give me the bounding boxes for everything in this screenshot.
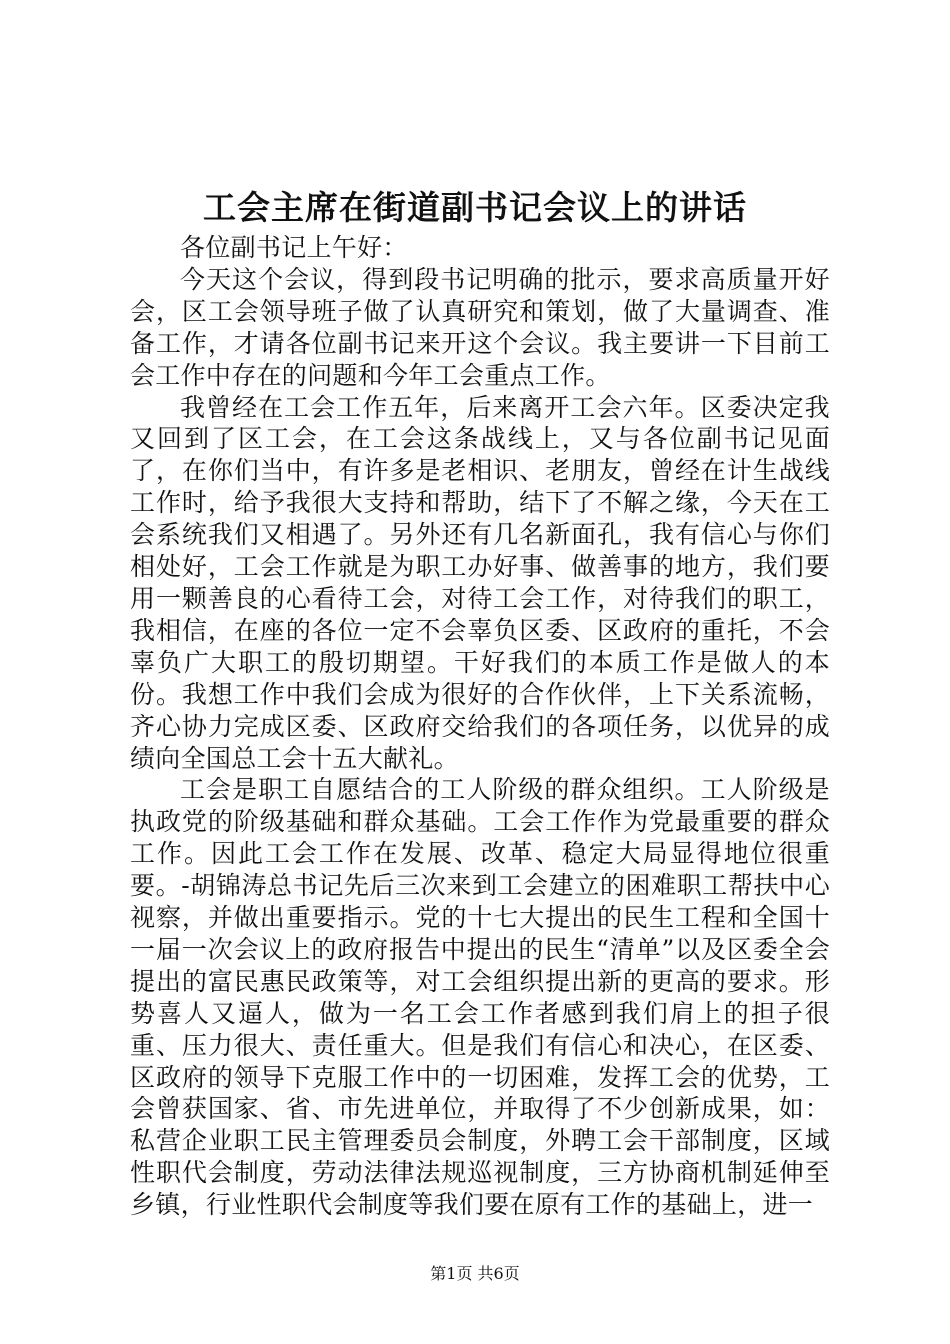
document-body	[130, 232, 830, 1221]
paragraph-intro: 今天这个会议，得到段书记明确的批示，要求高质量开好会，区工会领导班子做了认真研究和策划，做了大量调查、准备工作，才请各位副书记来开这个会议。我主要讲一下目前工会工作中存在的问题和今年工会重点工作。	[130, 264, 830, 390]
document-title: 工会主席在街道副书记会议上的讲话	[203, 188, 747, 227]
paragraph-greeting: 各位副书记上午好：	[180, 233, 408, 262]
paragraph-union-role: 工会是职工自愿结合的工人阶级的群众组织。工人阶级是执政党的阶级基础和群众基础。工会工作作为党最重要的群众工作。因此工会工作在发展、改革、稳定大局显得地位很重要。-胡锦涛总书记先后三次来到工会建立的困难职工帮扶中心视察，并做出重要指示。党的十七大提出的民生工程和全国十一届一次会议上的政府报告中提出的民生“清单”以及区委全会提出的富民惠民政策等，对工会组织提出新的更高的要求。形势喜人又逼人，做为一名工会工作者感到我们肩上的担子很重、压力很大、责任重大。但是我们有信心和决心，在区委、区政府的领导下克服工作中的一切困难，发挥工会的优势，工会曾获国家、省、市先进单位，并取得了不少创新成果，如：私营企业职工民主管理委员会制度，外聘工会干部制度，区域性职代会制度，劳动法律法规巡视制度，三方协商机制延伸至乡镇，行业性职代会制度等我们要在原有工作的基础上，进一	[130, 775, 830, 1220]
paragraph-personal: 我曾经在工会工作五年，后来离开工会六年。区委决定我又回到了区工会，在工会这条战线上，又与各位副书记见面了，在你们当中，有许多是老相识、老朋友，曾经在计生战线工作时，给予我很大支持和帮助，结下了不解之缘，今天在工会系统我们又相遇了。另外还有几名新面孔，我有信心与你们相处好，工会工作就是为职工办好事、做善事的地方，我们要用一颗善良的心看待工会，对待工会工作，对待我们的职工，我相信，在座的各位一定不会辜负区委、区政府的重托，不会辜负广大职工的殷切期望。干好我们的本质工作是做人的本份。我想工作中我们会成为很好的合作伙伴，上下关系流畅，齐心协力完成区委、区政府交给我们的各项任务，以优异的成绩向全国总工会十五大献礼。	[130, 392, 830, 773]
page-number-footer: 第1页 共6页	[430, 1264, 520, 1283]
